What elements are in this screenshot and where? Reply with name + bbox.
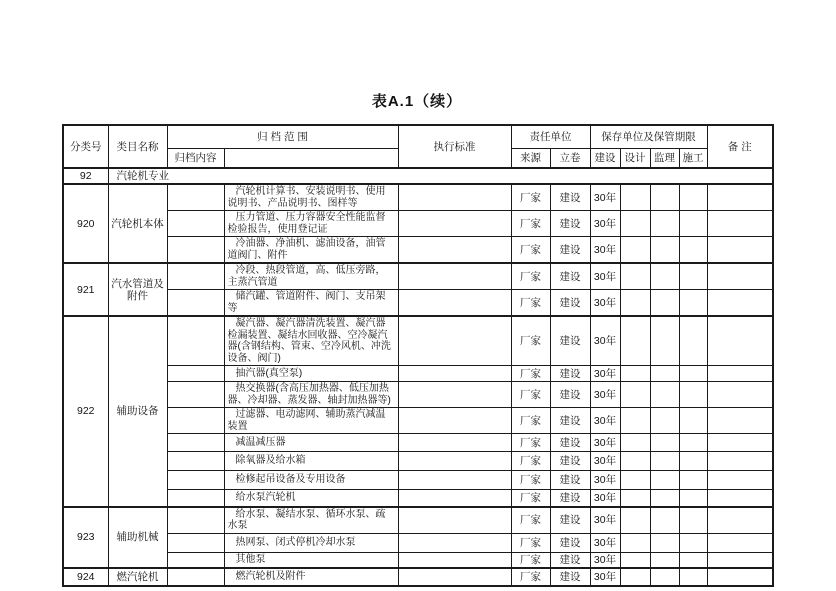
retention-construction-cell: 30年 — [590, 408, 620, 434]
standard-cell — [398, 507, 511, 534]
retention-construction-cell: 30年 — [590, 366, 620, 382]
category-cell: 汽水管道及附件 — [108, 263, 167, 316]
content-cell: 给水泵汽轮机 — [224, 490, 398, 507]
standard-cell — [398, 490, 511, 507]
retention-construction-cell: 30年 — [590, 434, 620, 452]
source-cell: 厂家 — [511, 452, 550, 471]
content-cell: 燃汽轮机及附件 — [224, 568, 398, 586]
archive-content-cell — [167, 452, 224, 471]
standard-cell — [398, 533, 511, 552]
class-no-cell: 92 — [63, 168, 108, 184]
retention-design-cell — [620, 211, 650, 237]
retention-contractor-cell — [679, 316, 707, 366]
standard-cell — [398, 471, 511, 490]
retention-construction-cell: 30年 — [590, 533, 620, 552]
content-cell: 给水泵、凝结水泵、循环水泵、疏水泵 — [224, 507, 398, 534]
category-cell: 燃汽轮机 — [108, 568, 167, 586]
table-row — [63, 382, 773, 408]
standard-cell — [398, 434, 511, 452]
retention-supervision-cell — [650, 184, 679, 211]
source-cell: 厂家 — [511, 533, 550, 552]
header-supervision: 监理 — [650, 148, 679, 168]
header-construction: 建设 — [590, 148, 620, 168]
archive-content-cell — [167, 184, 224, 211]
source-cell: 厂家 — [511, 184, 550, 211]
archive-content-cell — [167, 533, 224, 552]
content-cell: 热交换器(含高压加热器、低压加热器、冷却器、蒸发器、轴封加热器等) — [224, 382, 398, 408]
retention-supervision-cell — [650, 290, 679, 317]
content-cell: 冷油器、净油机、滤油设备，油管道阀门、附件 — [224, 237, 398, 264]
retention-construction-cell: 30年 — [590, 568, 620, 586]
retention-contractor-cell — [679, 533, 707, 552]
standard-cell — [398, 290, 511, 317]
source-cell: 厂家 — [511, 290, 550, 317]
retention-design-cell — [620, 184, 650, 211]
filing-cell: 建设 — [550, 184, 590, 211]
source-cell: 厂家 — [511, 316, 550, 366]
retention-construction-cell: 30年 — [590, 490, 620, 507]
header-responsible-unit: 责任单位 — [511, 125, 590, 148]
remarks-cell — [707, 452, 773, 471]
retention-construction-cell: 30年 — [590, 471, 620, 490]
retention-design-cell — [620, 408, 650, 434]
retention-design-cell — [620, 434, 650, 452]
standard-cell — [398, 366, 511, 382]
header-category: 类目名称 — [108, 125, 167, 168]
header-class-no: 分类号 — [63, 125, 108, 168]
filing-cell: 建设 — [550, 568, 590, 586]
retention-contractor-cell — [679, 490, 707, 507]
table-row — [63, 533, 773, 552]
retention-supervision-cell — [650, 552, 679, 568]
filing-cell: 建设 — [550, 452, 590, 471]
archive-content-cell — [167, 408, 224, 434]
source-cell: 厂家 — [511, 490, 550, 507]
archive-content-cell — [167, 434, 224, 452]
category-cell: 辅助机械 — [108, 507, 167, 569]
retention-contractor-cell — [679, 408, 707, 434]
header-archive-content: 归档内容 — [167, 148, 224, 168]
content-cell: 凝汽器、凝汽器清洗装置、凝汽器检漏装置、凝结水回收器、空冷凝汽器(含钢结构、管束、空冷风机、冲洗设备、阀门) — [224, 316, 398, 366]
remarks-cell — [707, 316, 773, 366]
archive-content-cell — [167, 290, 224, 317]
table-row — [63, 290, 773, 317]
filing-cell: 建设 — [550, 507, 590, 534]
content-cell: 储汽罐、管道附件、阀门、支吊架等 — [224, 290, 398, 317]
standard-cell — [398, 237, 511, 264]
retention-contractor-cell — [679, 552, 707, 568]
header-filing: 立卷 — [550, 148, 590, 168]
remarks-cell — [707, 211, 773, 237]
content-cell: 减温减压器 — [224, 434, 398, 452]
content-cell: 过滤器、电动滤网、辅助蒸汽减温装置 — [224, 408, 398, 434]
content-cell: 热网泵、闭式停机冷却水泵 — [224, 533, 398, 552]
retention-design-cell — [620, 533, 650, 552]
retention-design-cell — [620, 316, 650, 366]
source-cell: 厂家 — [511, 366, 550, 382]
header-remarks: 备 注 — [707, 125, 773, 168]
retention-construction-cell: 30年 — [590, 452, 620, 471]
retention-supervision-cell — [650, 568, 679, 586]
retention-design-cell — [620, 366, 650, 382]
table-row — [63, 490, 773, 507]
remarks-cell — [707, 382, 773, 408]
retention-supervision-cell — [650, 263, 679, 290]
page-title: 表A.1（续） — [371, 93, 463, 110]
remarks-cell — [707, 552, 773, 568]
retention-contractor-cell — [679, 568, 707, 586]
class-no-cell: 923 — [63, 507, 108, 569]
retention-construction-cell: 30年 — [590, 290, 620, 317]
retention-construction-cell: 30年 — [590, 552, 620, 568]
standard-cell — [398, 211, 511, 237]
remarks-cell — [707, 471, 773, 490]
header-scope-blank — [224, 148, 398, 168]
retention-construction-cell: 30年 — [590, 316, 620, 366]
retention-construction-cell: 30年 — [590, 507, 620, 534]
filing-cell: 建设 — [550, 211, 590, 237]
retention-construction-cell: 30年 — [590, 211, 620, 237]
retention-contractor-cell — [679, 382, 707, 408]
content-cell: 抽汽器(真空泵) — [224, 366, 398, 382]
section-title-cell: 汽轮机专业 — [108, 168, 773, 184]
filing-cell: 建设 — [550, 533, 590, 552]
retention-design-cell — [620, 452, 650, 471]
remarks-cell — [707, 290, 773, 317]
class-no-cell: 920 — [63, 184, 108, 263]
retention-contractor-cell — [679, 471, 707, 490]
table-header — [63, 125, 773, 168]
archive-content-cell — [167, 211, 224, 237]
retention-contractor-cell — [679, 366, 707, 382]
remarks-cell — [707, 408, 773, 434]
retention-supervision-cell — [650, 316, 679, 366]
source-cell: 厂家 — [511, 382, 550, 408]
remarks-cell — [707, 434, 773, 452]
table-row — [63, 211, 773, 237]
filing-cell: 建设 — [550, 490, 590, 507]
archive-content-cell — [167, 382, 224, 408]
filing-cell: 建设 — [550, 366, 590, 382]
standard-cell — [398, 263, 511, 290]
header-standard: 执行标准 — [398, 125, 511, 168]
archive-content-cell — [167, 490, 224, 507]
source-cell: 厂家 — [511, 507, 550, 534]
archive-content-cell — [167, 552, 224, 568]
remarks-cell — [707, 184, 773, 211]
class-no-cell: 922 — [63, 316, 108, 507]
standard-cell — [398, 184, 511, 211]
filing-cell: 建设 — [550, 290, 590, 317]
table-row — [63, 263, 773, 290]
retention-contractor-cell — [679, 211, 707, 237]
filing-cell: 建设 — [550, 434, 590, 452]
retention-supervision-cell — [650, 490, 679, 507]
retention-supervision-cell — [650, 533, 679, 552]
archive-content-cell — [167, 507, 224, 534]
retention-contractor-cell — [679, 237, 707, 264]
source-cell: 厂家 — [511, 568, 550, 586]
retention-construction-cell: 30年 — [590, 237, 620, 264]
standard-cell — [398, 382, 511, 408]
content-cell: 其他泵 — [224, 552, 398, 568]
archive-table — [62, 124, 774, 587]
retention-design-cell — [620, 382, 650, 408]
retention-contractor-cell — [679, 184, 707, 211]
retention-contractor-cell — [679, 507, 707, 534]
source-cell: 厂家 — [511, 237, 550, 264]
table-row — [63, 237, 773, 264]
table-row — [63, 568, 773, 586]
archive-content-cell — [167, 471, 224, 490]
remarks-cell — [707, 568, 773, 586]
retention-construction-cell: 30年 — [590, 263, 620, 290]
category-cell: 辅助设备 — [108, 316, 167, 507]
retention-design-cell — [620, 490, 650, 507]
archive-content-cell — [167, 568, 224, 586]
filing-cell: 建设 — [550, 316, 590, 366]
standard-cell — [398, 452, 511, 471]
source-cell: 厂家 — [511, 211, 550, 237]
retention-supervision-cell — [650, 471, 679, 490]
source-cell: 厂家 — [511, 263, 550, 290]
retention-design-cell — [620, 552, 650, 568]
retention-supervision-cell — [650, 211, 679, 237]
filing-cell: 建设 — [550, 237, 590, 264]
retention-contractor-cell — [679, 452, 707, 471]
filing-cell: 建设 — [550, 263, 590, 290]
header-source: 来源 — [511, 148, 550, 168]
archive-content-cell — [167, 237, 224, 264]
retention-design-cell — [620, 237, 650, 264]
class-no-cell: 924 — [63, 568, 108, 586]
content-cell: 汽轮机计算书、安装说明书、使用说明书、产品说明书、图样等 — [224, 184, 398, 211]
content-cell: 冷段、热段管道，高、低压旁路，主蒸汽管道 — [224, 263, 398, 290]
filing-cell: 建设 — [550, 382, 590, 408]
content-cell: 压力管道、压力容器安全性能监督检验报告，使用登记证 — [224, 211, 398, 237]
header-contractor: 施工 — [679, 148, 707, 168]
table-row — [63, 552, 773, 568]
retention-design-cell — [620, 568, 650, 586]
retention-design-cell — [620, 507, 650, 534]
standard-cell — [398, 552, 511, 568]
table-row — [63, 471, 773, 490]
header-storage-period: 保存单位及保管期限 — [590, 125, 707, 148]
table-body — [63, 168, 773, 586]
table-row — [63, 452, 773, 471]
class-no-cell: 921 — [63, 263, 108, 316]
retention-supervision-cell — [650, 382, 679, 408]
remarks-cell — [707, 507, 773, 534]
filing-cell: 建设 — [550, 552, 590, 568]
source-cell: 厂家 — [511, 471, 550, 490]
table-row — [63, 408, 773, 434]
retention-supervision-cell — [650, 452, 679, 471]
header-design: 设计 — [620, 148, 650, 168]
source-cell: 厂家 — [511, 434, 550, 452]
retention-supervision-cell — [650, 408, 679, 434]
table-row — [63, 366, 773, 382]
table-row — [63, 434, 773, 452]
retention-contractor-cell — [679, 290, 707, 317]
retention-design-cell — [620, 263, 650, 290]
remarks-cell — [707, 263, 773, 290]
content-cell: 检修起吊设备及专用设备 — [224, 471, 398, 490]
retention-supervision-cell — [650, 507, 679, 534]
standard-cell — [398, 568, 511, 586]
source-cell: 厂家 — [511, 408, 550, 434]
archive-content-cell — [167, 366, 224, 382]
remarks-cell — [707, 366, 773, 382]
retention-supervision-cell — [650, 237, 679, 264]
filing-cell: 建设 — [550, 408, 590, 434]
standard-cell — [398, 408, 511, 434]
archive-content-cell — [167, 263, 224, 290]
retention-design-cell — [620, 471, 650, 490]
retention-contractor-cell — [679, 434, 707, 452]
remarks-cell — [707, 237, 773, 264]
table-row — [63, 316, 773, 366]
table-row — [63, 184, 773, 211]
standard-cell — [398, 316, 511, 366]
retention-supervision-cell — [650, 366, 679, 382]
category-cell: 汽轮机本体 — [108, 184, 167, 263]
content-cell: 除氧器及给水箱 — [224, 452, 398, 471]
table-row — [63, 507, 773, 534]
source-cell: 厂家 — [511, 552, 550, 568]
remarks-cell — [707, 490, 773, 507]
header-archive-scope: 归 档 范 围 — [167, 125, 398, 148]
retention-construction-cell: 30年 — [590, 184, 620, 211]
retention-design-cell — [620, 290, 650, 317]
table-row — [63, 168, 773, 184]
retention-construction-cell: 30年 — [590, 382, 620, 408]
retention-contractor-cell — [679, 263, 707, 290]
filing-cell: 建设 — [550, 471, 590, 490]
archive-content-cell — [167, 316, 224, 366]
remarks-cell — [707, 533, 773, 552]
retention-supervision-cell — [650, 434, 679, 452]
